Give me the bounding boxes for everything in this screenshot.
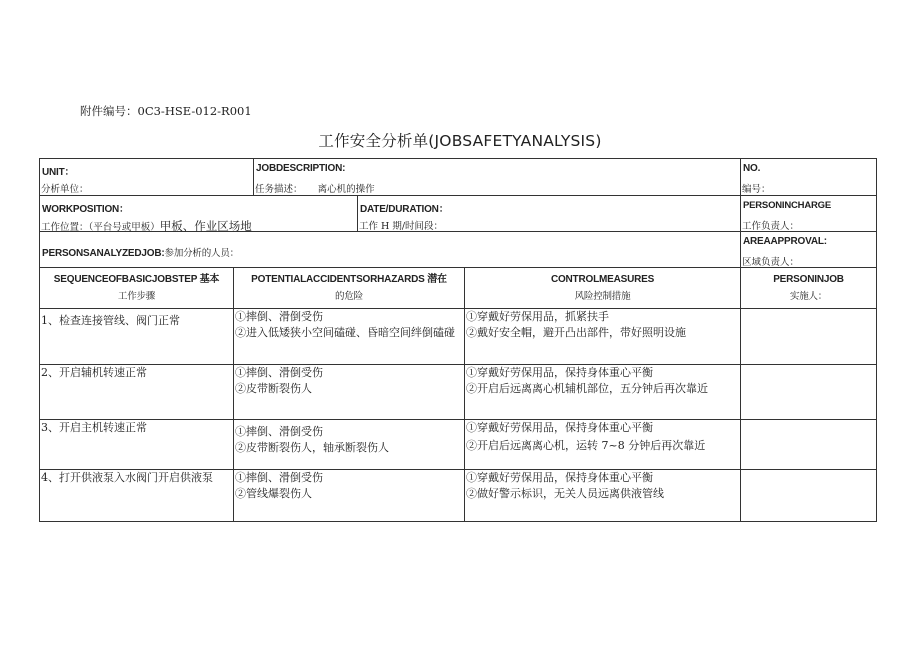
hazard-item: ②皮带断裂伤人，轴承断裂伤人 xyxy=(235,441,389,454)
work-position-value: 甲板、作业区场地 xyxy=(159,219,252,233)
control-item: ②做好警示标识，无关人员远离供液管线 xyxy=(466,487,664,500)
person-in-charge-label-en: PERSONINCHARGE xyxy=(743,200,831,211)
area-approval-cell xyxy=(740,232,876,268)
step-text: 3、开启主机转速正常 xyxy=(41,421,147,434)
table-row-2-step xyxy=(40,365,233,420)
persons-analyzed-label-en: PERSONSANALYZEDJOB: xyxy=(42,248,165,259)
hazard-item: ②皮带断裂伤人 xyxy=(235,382,312,395)
column-header-sequence-cn: 工作步骤 xyxy=(117,291,156,302)
table-row-3-person xyxy=(740,420,876,470)
column-header-hazards xyxy=(233,268,464,309)
unit-label-en: UNIT： xyxy=(42,167,75,178)
column-header-sequence-en: SEQUENCEOFBASICJOBSTEP 基本 xyxy=(53,274,220,285)
column-header-person-en: PERSONINJOB xyxy=(773,274,844,285)
table-row-4-step xyxy=(40,470,233,521)
table-row-2-person xyxy=(740,365,876,420)
jsa-form-table xyxy=(39,158,877,522)
table-row-3-hazards xyxy=(233,420,464,470)
control-item: ①穿戴好劳保用品，保持身体重心平衡 xyxy=(466,366,653,379)
job-description-cell xyxy=(253,159,740,196)
column-header-hazards-cn: 的危险 xyxy=(335,291,363,302)
hazard-item: ①摔倒、滑倒受伤 xyxy=(235,310,323,323)
hazard-item: ②进入低矮狭小空间磕碰、昏暗空间绊倒磕碰 xyxy=(235,326,455,339)
table-row-2-controls xyxy=(464,365,740,420)
table-row-3-controls xyxy=(464,420,740,470)
table-row-1-person xyxy=(740,309,876,365)
number-label-en: NO. xyxy=(743,163,761,174)
persons-analyzed-label-cn: 参加分析的人员： xyxy=(164,248,239,259)
form-title: 工作安全分析单(JOBSAFETYANALYSIS) xyxy=(318,132,602,150)
table-row-2-hazards xyxy=(233,365,464,420)
hazard-item: ②管线爆裂伤人 xyxy=(235,487,312,500)
control-item: ①穿戴好劳保用品，保持身体重心平衡 xyxy=(466,471,653,484)
unit-label-cn: 分析单位： xyxy=(41,184,89,195)
hazard-item: ①摔倒、滑倒受伤 xyxy=(235,471,323,484)
person-in-charge-cell xyxy=(740,196,876,232)
attachment-number: 附件编号：0C3-HSE-012-R001 xyxy=(80,104,252,118)
control-item: ①穿戴好劳保用品，抓紧扶手 xyxy=(466,310,609,323)
column-header-sequence xyxy=(40,268,233,309)
number-cell xyxy=(740,159,876,196)
unit-cell xyxy=(40,159,253,196)
column-header-controls-cn: 风险控制措施 xyxy=(574,291,631,302)
job-description-label-en: JOBDESCRIPTION: xyxy=(256,163,346,174)
control-item: ①穿戴好劳保用品，保持身体重心平衡 xyxy=(466,421,653,434)
step-text: 1、检查连接管线、阀门正常 xyxy=(41,314,180,327)
area-approval-label-en: AREAAPPROVAL: xyxy=(743,236,827,247)
column-header-controls-en: CONTROLMEASURES xyxy=(550,274,655,285)
hazard-item: ①摔倒、滑倒受伤 xyxy=(235,425,323,438)
table-row-3-step xyxy=(40,420,233,470)
persons-analyzed-label xyxy=(42,245,239,259)
table-row-1-hazards xyxy=(233,309,464,365)
work-position-label-en: WORKPOSITION： xyxy=(42,204,129,215)
work-position-caption: 工作位置：（平台号或甲板） xyxy=(41,222,160,233)
person-in-charge-label-cn: 工作负责人： xyxy=(742,221,800,232)
date-duration-cell xyxy=(357,196,740,232)
job-description-caption: 任务描述： xyxy=(255,184,303,195)
column-header-person-cn: 实施人： xyxy=(789,291,828,302)
job-description-value: 离心机的操作 xyxy=(317,184,375,195)
column-header-hazards-en: POTENTIALACCIDENTSORHAZARDS 潜在 xyxy=(251,274,447,285)
persons-analyzed-cell xyxy=(40,232,740,268)
date-duration-label-cn: 工作 H 期/时间段： xyxy=(359,221,444,232)
column-header-controls xyxy=(464,268,740,309)
table-row-1-step xyxy=(40,309,233,365)
job-description-label-cn xyxy=(255,181,375,195)
table-row-4-hazards xyxy=(233,470,464,521)
table-row-4-person xyxy=(740,470,876,521)
control-item: ②开启后远离离心机辅机部位，五分钟后再次靠近 xyxy=(466,382,708,395)
step-text: 4、打开供液泵入水阀门开启供液泵 xyxy=(41,471,213,484)
step-text: 2、开启辅机转速正常 xyxy=(41,366,147,379)
work-position-cell xyxy=(40,196,357,232)
table-row-4-controls xyxy=(464,470,740,521)
hazard-item: ①摔倒、滑倒受伤 xyxy=(235,366,323,379)
control-item: ②开启后远离离心机，运转 7~8 分钟后再次靠近 xyxy=(466,439,706,452)
area-approval-label-cn: 区域负责人： xyxy=(742,257,800,268)
column-header-person xyxy=(740,268,876,309)
control-item: ②戴好安全帽，避开凸出部件，带好照明设施 xyxy=(466,326,686,339)
date-duration-label-en: DATE/DURATION： xyxy=(360,204,449,215)
table-row-1-controls xyxy=(464,309,740,365)
number-label-cn: 编号： xyxy=(742,184,771,195)
